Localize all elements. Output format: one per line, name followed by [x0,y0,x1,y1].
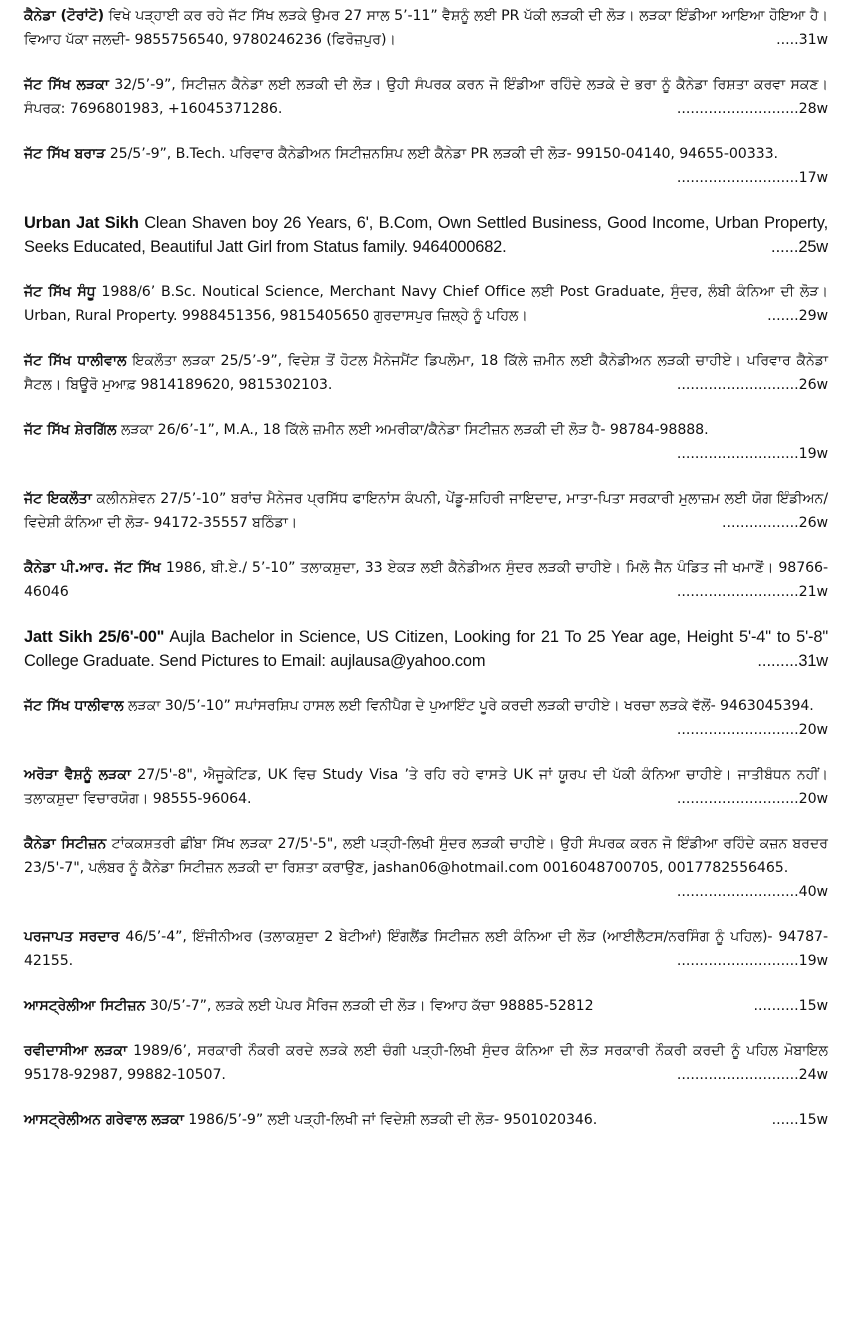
ad-code-tail [677,580,828,604]
ad-heading: ਅਰੋੜਾ ਵੈਸ਼ਨੂੰ ਲੜਕਾ [24,767,131,783]
ad-word-code: 21w [798,584,828,600]
ad-body: ਇਕਲੌਤਾ ਲੜਕਾ 25/5’-9”, ਵਿਦੇਸ਼ ਤੋਂ ਹੋਟਲ ਮੈਨੇਜਮੈਂਟ ਡਿਪਲੋਮਾ, 18 ਕਿੱਲੇ ਜ਼ਮੀਨ ਲਈ ਕੈਨੇਡੀਅਨ ਲੜਕੀ ਚਾਹੀਏ। ਪਰਿਵਾਰ ਕੈਨੇਡਾ ਸੈਟਲ। ਬਿਊਰੋ ਮੁਆਫ਼ 9814189620, 9815302103. [24,353,828,393]
ad-leader-dots: ........................... [676,101,799,117]
ad-word-code: 15w [798,1112,828,1128]
ad-word-code: 26w [798,515,828,531]
classified-ad [24,625,828,673]
ad-code-tail [776,28,828,52]
ad-leader-dots: ........................... [676,953,799,969]
ad-leader-dots: ........................... [676,791,799,807]
ad-heading: ਜੱਟ ਇਕਲੌਤਾ [24,491,92,507]
ad-heading: ਜੱਟ ਸਿੱਖ ਬਰਾੜ [24,146,106,162]
ad-leader-dots: ........................... [676,1067,799,1083]
classified-ad [24,142,828,190]
ad-code-tail [677,880,828,904]
ad-word-code: 31w [798,32,828,48]
ad-heading: ਆਸਟ੍ਰੇਲੀਅਨ ਗਰੇਵਾਲ ਲੜਕਾ [24,1112,184,1128]
ad-body: 1986/5’-9” ਲਈ ਪੜ੍ਹੀ-ਲਿਖੀ ਜਾਂ ਵਿਦੇਸ਼ੀ ਲੜਕੀ ਦੀ ਲੋੜ- 9501020346. [183,1112,598,1128]
ad-heading: ਜੱਟ ਸਿੱਖ ਧਾਲੀਵਾਲ [24,353,127,369]
ad-word-code: 19w [798,953,828,969]
ad-leader-dots: ........................... [676,377,799,393]
ad-body: ਟਾਂਕਕਸ਼ਤਰੀ ਛੀਂਬਾ ਸਿੱਖ ਲੜਕਾ 27/5'-5", ਲਈ ਪੜ੍ਹੀ-ਲਿਖੀ ਸੁੰਦਰ ਲੜਕੀ ਚਾਹੀਏ। ਉਹੀ ਸੰਪਰਕ ਕਰਨ ਜੋ ਇੰਡੀਆ ਰਹਿੰਦੇ ਕਜ਼ਨ ਬਰਦਰ 23/5'-7", ਪਲੰਬਰ ਨੂੰ ਕੈਨੇਡਾ ਸਿਟੀਜ਼ਨ ਲੜਕੀ ਦਾ ਰਿਸ਼ਤਾ ਕਰਾਉਣ, jashan06@hotmail.com 0016048700705, 0017782556465. [24,836,828,876]
ad-code-tail [767,304,828,328]
ad-code-tail [677,97,828,121]
classified-ad [24,1039,828,1087]
ad-body: Aujla Bachelor in Science, US Citizen, Looking for 21 To 25 Year age, Height 5'-4" to 5'-8" College Graduate. Send Pictures to Email: aujlausa@yahoo.com [24,628,828,670]
ad-code-tail [757,649,828,673]
ad-leader-dots: ...... [771,1112,799,1128]
classified-ad [24,1108,828,1132]
ad-code-tail [677,373,828,397]
ad-code-tail [677,442,828,466]
ad-body: 1988/6’ B.Sc. Noutical Science, Merchant Navy Chief Office ਲਈ Post Graduate, ਸੁੰਦਰ, ਲੰਬੀ ਕੰਨਿਆ ਦੀ ਲੋੜ। Urban, Rural Property. 9988451356, 9815405650 ਗੁਰਦਾਸਪੁਰ ਜ਼ਿਲ੍ਹੇ ਨੂੰ ਪਹਿਲ। [24,284,828,324]
ad-code-tail [772,1108,828,1132]
ad-body: ਵਿਖੇ ਪੜ੍ਹਾਈ ਕਰ ਰਹੇ ਜੱਟ ਸਿੱਖ ਲੜਕੇ ਉਮਰ 27 ਸਾਲ 5’-11” ਵੈਸ਼ਨੂੰ ਲਈ PR ਪੱਕੀ ਲੜਕੀ ਦੀ ਲੋੜ। ਲੜਕਾ ਇੰਡੀਆ ਆਇਆ ਹੋਇਆ ਹੈ। ਵਿਆਹ ਪੱਕਾ ਜਲਦੀ- 9855756540, 9780246236 (ਫਿਰੋਜ਼ਪੁਰ)। [24,8,828,48]
classified-ad [24,211,828,259]
classified-ads-column [24,4,828,1132]
ad-heading: ਪਰਜਾਪਤ ਸਰਦਾਰ [24,929,120,945]
ad-heading: ਰਵੀਦਾਸੀਆ ਲੜਕਾ [24,1043,127,1059]
ad-body: ਲੜਕਾ 30/5’-10” ਸਪਾਂਸਰਸ਼ਿਪ ਹਾਸਲ ਲਈ ਵਿਨੀਪੈਗ ਦੇ ਪੁਆਇੰਟ ਪੂਰੇ ਕਰਦੀ ਲੜਕੀ ਚਾਹੀਏ। ਖਰਚਾ ਲੜਕੇ ਵੱਲੋਂ- 9463045394. [123,698,814,714]
ad-heading: ਆਸਟ੍ਰੇਲੀਆ ਸਿਟੀਜ਼ਨ [24,998,146,1014]
ad-word-code: 15w [798,998,828,1014]
classified-ad [24,694,828,742]
ad-leader-dots: ........................... [676,884,799,900]
classified-ad [24,763,828,811]
ad-body: 1989/6’, ਸਰਕਾਰੀ ਨੌਕਰੀ ਕਰਦੇ ਲੜਕੇ ਲਈ ਚੰਗੀ ਪੜ੍ਹੀ-ਲਿਖੀ ਸੁੰਦਰ ਕੰਨਿਆ ਦੀ ਲੋੜ ਸਰਕਾਰੀ ਨੌਕਰੀ ਕਰਦੀ ਨੂੰ ਪਹਿਲ ਮੋਬਾਇਲ 95178-92987, 99882-10507. [24,1043,828,1083]
ad-leader-dots: ........................... [676,584,799,600]
ad-code-tail [677,787,828,811]
ad-word-code: 19w [798,446,828,462]
ad-word-code: 31w [798,652,828,670]
ad-heading: Jatt Sikh 25/6'-00" [24,628,165,646]
ad-word-code: 20w [798,722,828,738]
ad-word-code: 26w [798,377,828,393]
ad-leader-dots: ........................... [676,170,799,186]
ad-code-tail [677,1063,828,1087]
ad-leader-dots: ..... [776,32,799,48]
ad-leader-dots: ......... [757,652,799,670]
ad-leader-dots: ........................... [676,446,799,462]
ad-heading: ਜੱਟ ਸਿੱਖ ਧਾਲੀਵਾਲ [24,698,124,714]
ad-leader-dots: .......... [753,998,799,1014]
ad-body: Clean Shaven boy 26 Years, 6', B.Com, Own Settled Business, Good Income, Urban Property, Seeks Educated, Beautiful Jatt Girl from Status family. 9464000682. [24,214,829,256]
ad-code-tail [677,949,828,973]
ad-leader-dots: ................. [721,515,799,531]
ad-heading: ਜੱਟ ਸਿੱਖ ਲੜਕਾ [24,77,109,93]
ad-heading: ਜੱਟ ਸਿੱਖ ਸ਼ੇਰਗਿੱਲ [24,422,117,438]
ad-word-code: 29w [798,308,828,324]
ad-word-code: 24w [798,1067,828,1083]
ad-word-code: 28w [798,101,828,117]
ad-body: 30/5’-7”, ਲੜਕੇ ਲਈ ਪੇਪਰ ਮੈਰਿਜ ਲੜਕੀ ਦੀ ਲੋੜ। ਵਿਆਹ ਕੱਚਾ 98885-52812 [145,998,594,1014]
ad-code-tail [677,166,828,190]
ad-heading: ਜੱਟ ਸਿੱਖ ਸੰਧੂ [24,284,96,300]
classified-ad [24,487,828,535]
ad-code-tail [722,511,828,535]
classified-ad [24,73,828,121]
ad-body: 1986, ਬੀ.ਏ./ 5’-10” ਤਲਾਕਸ਼ੁਦਾ, 33 ਏਕੜ ਲਈ ਕੈਨੇਡੀਅਨ ਸੁੰਦਰ ਲੜਕੀ ਚਾਹੀਏ। ਮਿਲੋ ਜੈਨ ਪੰਡਿਤ ਜੀ ਖਮਾਣੋਂ। 98766-46046 [24,560,829,600]
ad-code-tail [771,235,828,259]
classified-ad [24,280,828,328]
ad-heading: Urban Jat Sikh [24,214,139,232]
classified-ad [24,994,828,1018]
ad-leader-dots: ........................... [676,722,799,738]
ad-word-code: 40w [798,884,828,900]
ad-word-code: 25w [798,238,828,256]
ad-body: 46/5’-4”, ਇੰਜੀਨੀਅਰ (ਤਲਾਕਸ਼ੁਦਾ 2 ਬੇਟੀਆਂ) ਇੰਗਲੈਂਡ ਸਿਟੀਜ਼ਨ ਲਈ ਕੰਨਿਆ ਦੀ ਲੋੜ (ਆਈਲੈਟਸ/ਨਰਸਿੰਗ ਨੂੰ ਪਹਿਲ)- 94787-42155. [24,929,828,969]
ad-body: 25/5’-9”, B.Tech. ਪਰਿਵਾਰ ਕੈਨੇਡੀਅਨ ਸਿਟੀਜ਼ਨਸ਼ਿਪ ਲਈ ਕੈਨੇਡਾ PR ਲੜਕੀ ਦੀ ਲੋੜ- 99150-04140, 94655-00333. [105,146,778,162]
classified-ad [24,832,828,904]
ad-heading: ਕੈਨੇਡਾ ਸਿਟੀਜ਼ਨ [24,836,107,852]
ad-body: 27/5'-8", ਐਜੂਕੇਟਿਡ, UK ਵਿਚ Study Visa ’ਤੇ ਰਹਿ ਰਹੇ ਵਾਸਤੇ UK ਜਾਂ ਯੂਰਪ ਦੀ ਪੱਕੀ ਕੰਨਿਆ ਚਾਹੀਏ। ਜਾਤੀਬੰਧਨ ਨਹੀਂ। ਤਲਾਕਸ਼ੁਦਾ ਵਿਚਾਰਯੋਗ। 98555-96064. [24,767,828,807]
classified-ad [24,4,828,52]
ad-code-tail [677,718,828,742]
classified-ad [24,925,828,973]
ad-heading: ਕੈਨੇਡਾ ਪੀ.ਆਰ. ਜੱਟ ਸਿੱਖ [24,560,161,576]
classified-ad [24,349,828,397]
classified-ad [24,418,828,466]
classified-ad [24,556,828,604]
ad-leader-dots: ....... [767,308,799,324]
ad-body: ਲੜਕਾ 26/6’-1”, M.A., 18 ਕਿੱਲੇ ਜ਼ਮੀਨ ਲਈ ਅਮਰੀਕਾ/ਕੈਨੇਡਾ ਸਿਟੀਜ਼ਨ ਲੜਕੀ ਦੀ ਲੋੜ ਹੈ- 98784-98888. [116,422,709,438]
ad-heading: ਕੈਨੇਡਾ (ਟੋਰਾਂਟੋ) [24,8,104,24]
ad-word-code: 20w [798,791,828,807]
ad-body: 32/5’-9”, ਸਿਟੀਜ਼ਨ ਕੈਨੇਡਾ ਲਈ ਲੜਕੀ ਦੀ ਲੋੜ। ਉਹੀ ਸੰਪਰਕ ਕਰਨ ਜੋ ਇੰਡੀਆ ਰਹਿੰਦੇ ਲੜਕੇ ਦੇ ਭਰਾ ਨੂੰ ਕੈਨੇਡਾ ਰਿਸ਼ਤਾ ਕਰਵਾ ਸਕਣ। ਸੰਪਰਕ: 7696801983, +16045371286. [24,77,828,117]
ad-code-tail [754,994,828,1018]
ad-leader-dots: ...... [771,238,799,256]
ad-body: ਕਲੀਨਸ਼ੇਵਨ 27/5’-10” ਬਰਾਂਚ ਮੈਨੇਜਰ ਪ੍ਰਸਿੱਧ ਫਾਇਨਾਂਸ ਕੰਪਨੀ, ਪੇਂਡੂ-ਸ਼ਹਿਰੀ ਜਾਇਦਾਦ, ਮਾਤਾ-ਪਿਤਾ ਸਰਕਾਰੀ ਮੁਲਾਜ਼ਮ ਲਈ ਯੋਗ ਇੰਡੀਅਨ/ਵਿਦੇਸ਼ੀ ਕੰਨਿਆ ਦੀ ਲੋੜ- 94172-35557 ਬਠਿੰਡਾ। [24,491,828,531]
ad-word-code: 17w [798,170,828,186]
